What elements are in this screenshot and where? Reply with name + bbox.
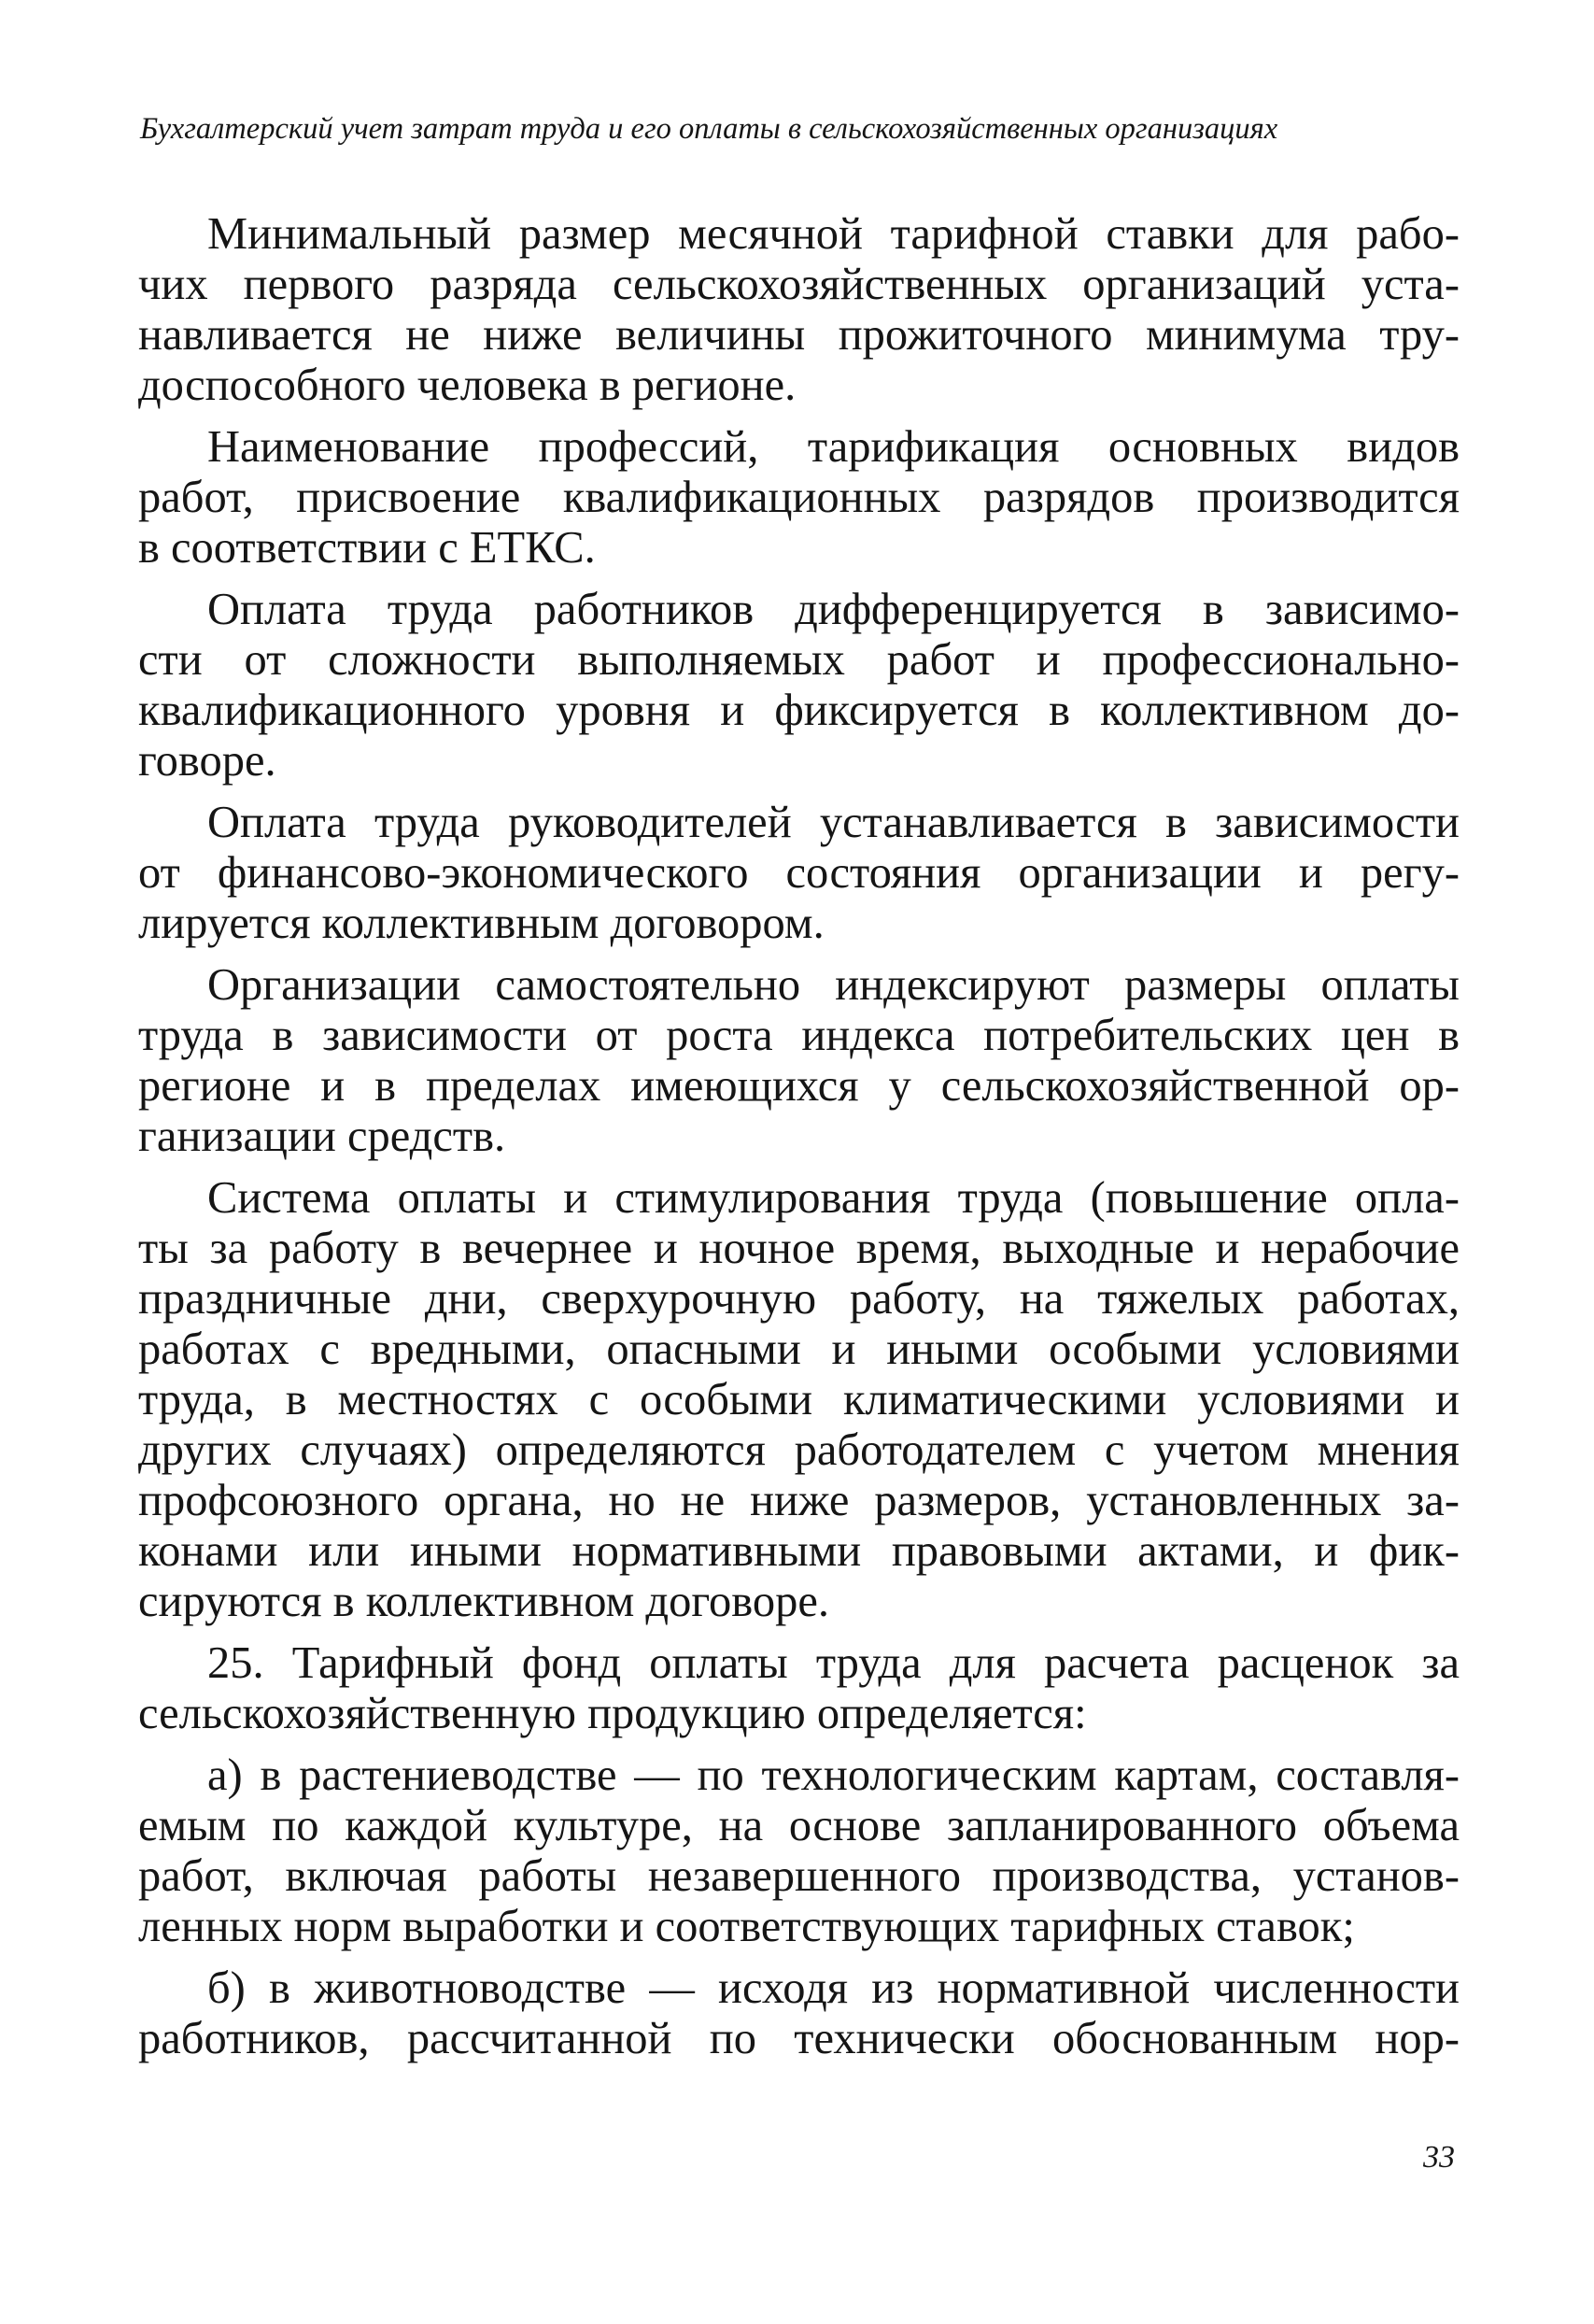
paragraph	[138, 585, 1460, 786]
paragraph	[138, 1638, 1460, 1739]
text-line: от финансово-экономического состояния организации и регу-	[138, 848, 1460, 898]
text-line: сельскохозяйственную продукцию определяется:	[138, 1689, 1087, 1738]
text-line: других случаях) определяются работодателем с учетом мнения	[138, 1425, 1460, 1475]
text-line: ты за работу в вечернее и ночное время, выходные и нерабочие	[138, 1224, 1460, 1273]
text-line: 25. Тарифный фонд оплаты труда для расчета расценок за	[207, 1638, 1460, 1688]
text-line: б) в животноводстве — исходя из нормативной численности	[207, 1963, 1460, 2013]
text-line: ленных норм выработки и соответствующих тарифных ставок;	[138, 1902, 1355, 1951]
text-line: навливается не ниже величины прожиточного минимума тру-	[138, 310, 1460, 360]
running-header: Бухгалтерский учет затрат труда и его оплаты в сельскохозяйственных организациях	[140, 112, 1278, 146]
text-line: труда в зависимости от роста индекса потребительских цен в	[138, 1011, 1460, 1060]
text-line: а) в растениеводстве — по технологическим картам, составля-	[207, 1750, 1460, 1800]
text-line: доспособного человека в регионе.	[138, 361, 797, 410]
paragraph	[138, 960, 1460, 1162]
list-item-a	[138, 1750, 1460, 1952]
paragraph	[138, 1173, 1460, 1627]
text-line: Организации самостоятельно индексируют размеры оплаты	[207, 960, 1460, 1010]
text-line: ганизации средств.	[138, 1112, 506, 1161]
paragraph	[138, 209, 1460, 411]
text-line: праздничные дни, сверхурочную работу, на тяжелых работах,	[138, 1274, 1460, 1324]
text-line: Минимальный размер месячной тарифной ставки для рабо-	[207, 209, 1460, 259]
text-line: говоре.	[138, 736, 276, 786]
paragraph	[138, 798, 1460, 949]
text-line: Оплата труда работников дифференцируется в зависимо-	[207, 585, 1460, 634]
text-line: работ, присвоение квалификационных разрядов производится	[138, 473, 1460, 522]
text-line: работ, включая работы незавершенного производства, установ-	[138, 1851, 1460, 1901]
text-line: работах с вредными, опасными и иными особыми условиями	[138, 1325, 1460, 1374]
text-line: квалификационного уровня и фиксируется в коллективном до-	[138, 686, 1460, 735]
text-line: конами или иными нормативными правовыми актами, и фик-	[138, 1526, 1460, 1576]
text-line: сти от сложности выполняемых работ и профессионально-	[138, 635, 1460, 685]
text-line: Оплата труда руководителей устанавливается в зависимости	[207, 798, 1460, 847]
page-number: 33	[1423, 2140, 1455, 2175]
text-line: работников, рассчитанной по технически обоснованным нор-	[138, 2014, 1460, 2063]
text-line: в соответствии с ЕТКС.	[138, 523, 596, 573]
list-item-b	[138, 1963, 1460, 2064]
text-line: сируются в коллективном договоре.	[138, 1577, 830, 1626]
text-line: регионе и в пределах имеющихся у сельскохозяйственной ор-	[138, 1061, 1460, 1111]
text-line: чих первого разряда сельскохозяйственных организаций уста-	[138, 260, 1460, 309]
text-line: емым по каждой культуре, на основе запланированного объема	[138, 1801, 1460, 1850]
text-line: Система оплаты и стимулирования труда (повышение опла-	[207, 1173, 1460, 1223]
body-text	[138, 209, 1460, 2064]
paragraph	[138, 422, 1460, 574]
text-line: профсоюзного органа, но не ниже размеров, установленных за-	[138, 1476, 1460, 1525]
text-line: Наименование профессий, тарификация основных видов	[207, 422, 1460, 472]
text-line: труда, в местностях с особыми климатическими условиями и	[138, 1375, 1460, 1424]
text-line: лируется коллективным договором.	[138, 899, 825, 948]
